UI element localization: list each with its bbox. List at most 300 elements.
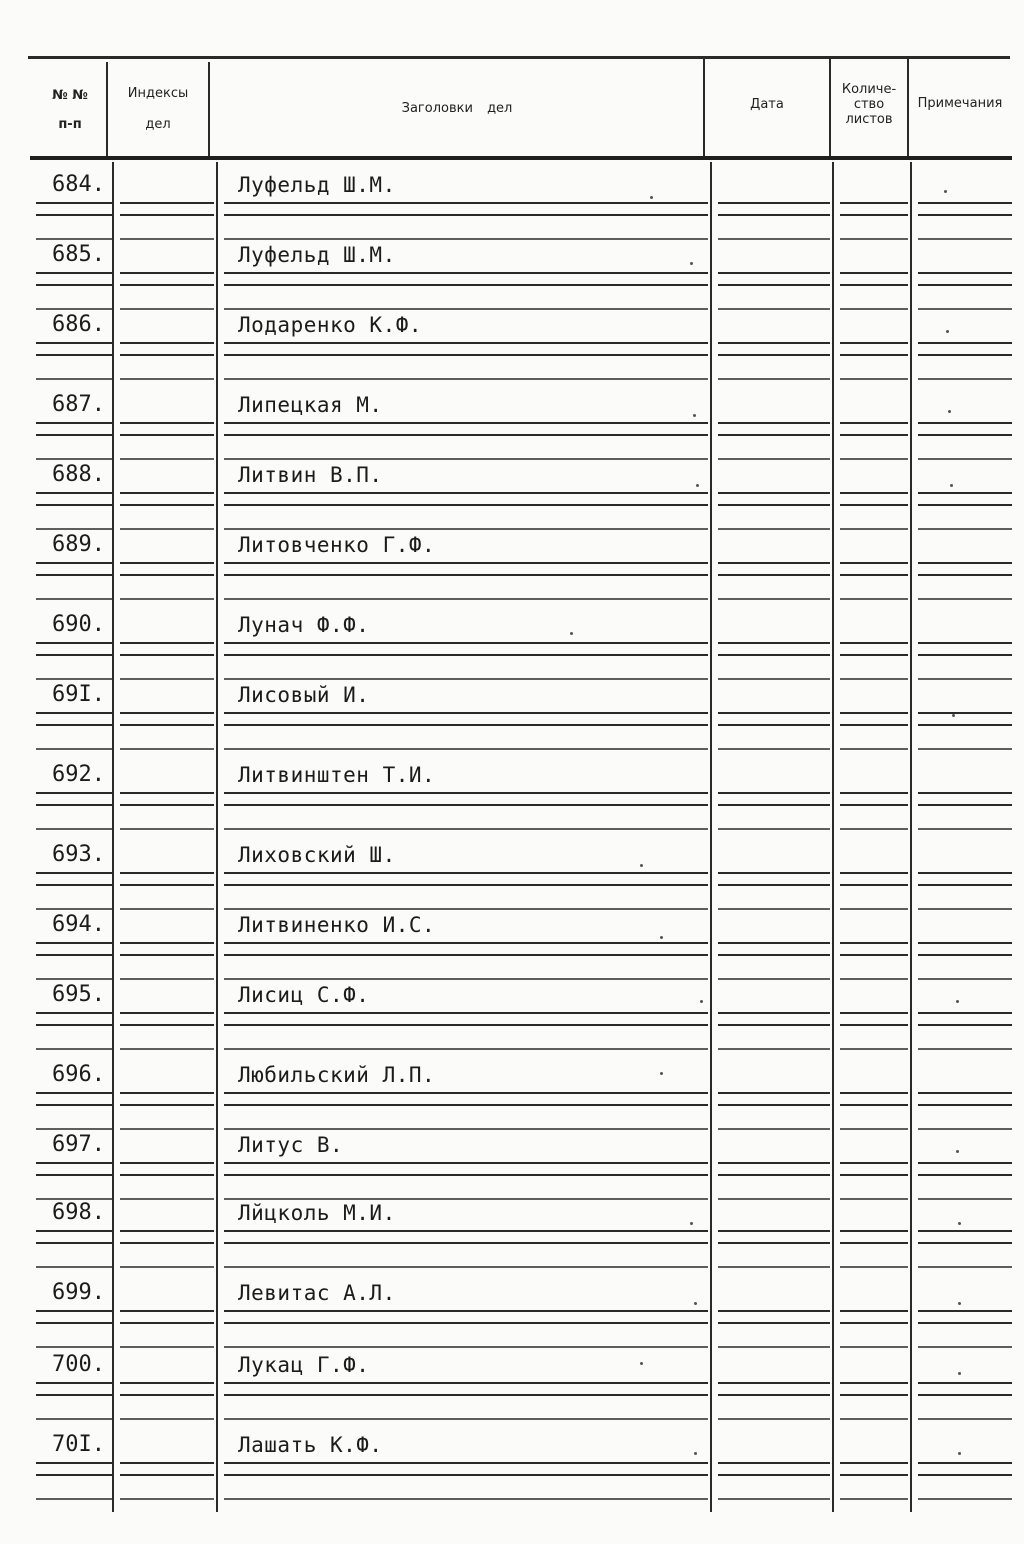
entry-title: Литовченко Г.Ф. xyxy=(238,533,436,557)
ruling-line xyxy=(918,654,1012,656)
ruling-line xyxy=(718,748,830,750)
ruling-line xyxy=(918,1498,1012,1500)
ruling-line xyxy=(718,872,830,874)
ruling-line xyxy=(36,1162,112,1164)
entry-number: 695. xyxy=(52,982,105,1007)
ruling-line xyxy=(918,1418,1012,1420)
ruling-line xyxy=(718,458,830,460)
ruling-line xyxy=(224,1498,708,1500)
ruling-line xyxy=(718,1346,830,1348)
header-divider xyxy=(106,62,108,156)
entry-number: 685. xyxy=(52,242,105,267)
entry-number: 694. xyxy=(52,912,105,937)
ruling-line xyxy=(120,884,214,886)
ruling-line xyxy=(718,792,830,794)
ruling-line xyxy=(120,712,214,714)
ruling-line xyxy=(718,724,830,726)
ruling-line xyxy=(36,342,112,344)
ruling-line xyxy=(918,1474,1012,1476)
ruling-line xyxy=(224,492,708,494)
entry-number: 699. xyxy=(52,1280,105,1305)
ruling-line xyxy=(36,1462,112,1464)
ruling-line xyxy=(224,1048,708,1050)
ruling-line xyxy=(840,214,908,216)
ruling-line xyxy=(718,238,830,240)
ruling-line xyxy=(840,1242,908,1244)
table-top-rule xyxy=(28,56,1010,59)
scan-speck xyxy=(958,1452,961,1455)
ruling-line xyxy=(224,1322,708,1324)
ruling-line xyxy=(224,828,708,830)
ruling-line xyxy=(918,598,1012,600)
ruling-line xyxy=(718,908,830,910)
ruling-line xyxy=(36,678,112,680)
ruling-line xyxy=(840,828,908,830)
ruling-line xyxy=(840,378,908,380)
ruling-line xyxy=(224,872,708,874)
ruling-line xyxy=(36,458,112,460)
ruling-line xyxy=(840,1012,908,1014)
ruling-line xyxy=(840,1394,908,1396)
ruling-line xyxy=(718,678,830,680)
ruling-line xyxy=(36,238,112,240)
entry-title: Левитас А.Л. xyxy=(238,1281,396,1305)
ruling-line xyxy=(918,828,1012,830)
ruling-line xyxy=(224,1230,708,1232)
ruling-line xyxy=(840,1474,908,1476)
ruling-line xyxy=(718,1474,830,1476)
ruling-line xyxy=(718,1024,830,1026)
scan-speck xyxy=(693,414,696,417)
ruling-line xyxy=(36,1242,112,1244)
ruling-line xyxy=(224,1162,708,1164)
ruling-line xyxy=(120,574,214,576)
ruling-line xyxy=(840,284,908,286)
ruling-line xyxy=(840,1266,908,1268)
scan-speck xyxy=(958,1222,961,1225)
ruling-line xyxy=(718,954,830,956)
ruling-line xyxy=(120,654,214,656)
ruling-line xyxy=(224,1462,708,1464)
ruling-line xyxy=(36,1174,112,1176)
ruling-line xyxy=(718,978,830,980)
ruling-line xyxy=(918,942,1012,944)
ruling-line xyxy=(120,214,214,216)
ruling-line xyxy=(718,492,830,494)
scan-speck xyxy=(640,1362,643,1365)
ruling-line xyxy=(120,1310,214,1312)
ruling-line xyxy=(120,1394,214,1396)
ruling-line xyxy=(918,308,1012,310)
ruling-line xyxy=(718,528,830,530)
header-title: Заголовки дел xyxy=(401,101,513,116)
ruling-line xyxy=(718,942,830,944)
ruling-line xyxy=(918,1162,1012,1164)
ruling-line xyxy=(224,1418,708,1420)
ruling-line xyxy=(918,1310,1012,1312)
ruling-line xyxy=(840,712,908,714)
ruling-line xyxy=(224,954,708,956)
ruling-line xyxy=(224,942,708,944)
ruling-line xyxy=(718,202,830,204)
ruling-line xyxy=(36,1346,112,1348)
entry-title: Лисовый И. xyxy=(238,683,370,707)
ruling-line xyxy=(918,954,1012,956)
ruling-line xyxy=(840,942,908,944)
ruling-line xyxy=(718,1322,830,1324)
ruling-line xyxy=(718,1174,830,1176)
ruling-line xyxy=(718,422,830,424)
ruling-line xyxy=(718,1230,830,1232)
ruling-line xyxy=(718,598,830,600)
ruling-line xyxy=(36,1394,112,1396)
ruling-line xyxy=(840,1024,908,1026)
ruling-line xyxy=(918,528,1012,530)
ruling-line xyxy=(918,1346,1012,1348)
scan-speck xyxy=(690,1222,693,1225)
entry-title: Лукац Г.Ф. xyxy=(238,1353,370,1377)
ruling-line xyxy=(120,642,214,644)
ruling-line xyxy=(918,492,1012,494)
header-notes: Примечания xyxy=(917,96,1003,111)
ruling-line xyxy=(224,724,708,726)
ruling-line xyxy=(224,272,708,274)
entry-number: 684. xyxy=(52,172,105,197)
ruling-line xyxy=(840,792,908,794)
ruling-line xyxy=(918,678,1012,680)
ruling-line xyxy=(718,828,830,830)
column-divider xyxy=(710,162,712,1512)
ruling-line xyxy=(918,1128,1012,1130)
scan-speck xyxy=(958,1372,961,1375)
ruling-line xyxy=(224,458,708,460)
entry-number: 687. xyxy=(52,392,105,417)
ruling-line xyxy=(224,1242,708,1244)
ruling-line xyxy=(224,1394,708,1396)
ruling-line xyxy=(918,342,1012,344)
ruling-line xyxy=(120,804,214,806)
ruling-line xyxy=(718,804,830,806)
ruling-line xyxy=(918,724,1012,726)
ruling-line xyxy=(120,378,214,380)
header-divider xyxy=(208,62,210,156)
ruling-line xyxy=(36,1092,112,1094)
ruling-line xyxy=(120,528,214,530)
ruling-line xyxy=(120,238,214,240)
ruling-line xyxy=(224,528,708,530)
ruling-line xyxy=(840,492,908,494)
ruling-line xyxy=(718,354,830,356)
ruling-line xyxy=(36,1266,112,1268)
ruling-line xyxy=(718,1012,830,1014)
ruling-line xyxy=(36,434,112,436)
ruling-line xyxy=(718,1048,830,1050)
ruling-line xyxy=(36,942,112,944)
ruling-line xyxy=(120,1346,214,1348)
entry-number: 686. xyxy=(52,312,105,337)
ruling-line xyxy=(36,654,112,656)
ruling-line xyxy=(718,884,830,886)
ruling-line xyxy=(840,1174,908,1176)
ruling-line xyxy=(224,1092,708,1094)
ruling-line xyxy=(36,214,112,216)
ruling-line xyxy=(224,1012,708,1014)
ruling-line xyxy=(918,1198,1012,1200)
ruling-line xyxy=(718,1242,830,1244)
ruling-line xyxy=(120,1092,214,1094)
ruling-line xyxy=(718,1266,830,1268)
ruling-line xyxy=(36,378,112,380)
ruling-line xyxy=(36,1024,112,1026)
ruling-line xyxy=(36,954,112,956)
entry-title: Луфельд Ш.М. xyxy=(238,243,396,267)
ruling-line xyxy=(840,308,908,310)
ruling-line xyxy=(36,908,112,910)
column-divider xyxy=(832,162,834,1512)
ruling-line xyxy=(224,308,708,310)
ruling-line xyxy=(918,1230,1012,1232)
entry-title: Лйцколь М.И. xyxy=(238,1201,396,1225)
entry-title: Лиховский Ш. xyxy=(238,843,396,867)
ruling-line xyxy=(120,678,214,680)
ruling-line xyxy=(918,434,1012,436)
ruling-line xyxy=(224,574,708,576)
ruling-line xyxy=(840,1310,908,1312)
ruling-line xyxy=(120,354,214,356)
ruling-line xyxy=(120,1474,214,1476)
scan-speck xyxy=(694,1302,697,1305)
ruling-line xyxy=(718,1092,830,1094)
ruling-line xyxy=(918,574,1012,576)
ruling-line xyxy=(224,1346,708,1348)
ruling-line xyxy=(36,1310,112,1312)
ruling-line xyxy=(224,642,708,644)
ruling-line xyxy=(918,1322,1012,1324)
ruling-line xyxy=(36,1474,112,1476)
scan-speck xyxy=(570,632,573,635)
ruling-line xyxy=(918,214,1012,216)
ruling-line xyxy=(718,214,830,216)
ruling-line xyxy=(36,724,112,726)
ruling-line xyxy=(36,354,112,356)
ruling-line xyxy=(840,272,908,274)
ruling-line xyxy=(224,598,708,600)
ruling-line xyxy=(840,354,908,356)
ruling-line xyxy=(918,1092,1012,1094)
ruling-line xyxy=(918,1242,1012,1244)
entry-number: 688. xyxy=(52,462,105,487)
ruling-line xyxy=(224,354,708,356)
ruling-line xyxy=(840,1382,908,1384)
ruling-line xyxy=(840,678,908,680)
ruling-line xyxy=(224,1174,708,1176)
ruling-line xyxy=(840,954,908,956)
scan-speck xyxy=(650,196,653,199)
ruling-line xyxy=(36,1012,112,1014)
ruling-line xyxy=(120,828,214,830)
ruling-line xyxy=(840,978,908,980)
ruling-line xyxy=(36,712,112,714)
ruling-line xyxy=(120,284,214,286)
ruling-line xyxy=(918,284,1012,286)
scan-speck xyxy=(640,864,643,867)
scan-speck xyxy=(690,262,693,265)
ruling-line xyxy=(120,1174,214,1176)
ruling-line xyxy=(224,1310,708,1312)
scan-speck xyxy=(660,936,663,939)
entry-number: 698. xyxy=(52,1200,105,1225)
ruling-line xyxy=(36,828,112,830)
ruling-line xyxy=(120,1048,214,1050)
ruling-line xyxy=(36,642,112,644)
ruling-line xyxy=(918,422,1012,424)
ruling-line xyxy=(36,422,112,424)
ruling-line xyxy=(120,308,214,310)
ruling-line xyxy=(718,574,830,576)
entry-number: 70I. xyxy=(52,1432,105,1457)
ruling-line xyxy=(36,748,112,750)
entry-number: 69I. xyxy=(52,682,105,707)
ruling-line xyxy=(718,1418,830,1420)
ruling-line xyxy=(120,492,214,494)
ruling-line xyxy=(718,308,830,310)
ruling-line xyxy=(840,884,908,886)
header-divider xyxy=(907,58,909,156)
ruling-line xyxy=(224,1024,708,1026)
ruling-line xyxy=(718,1162,830,1164)
ruling-line xyxy=(36,978,112,980)
ruling-line xyxy=(840,642,908,644)
ruling-line xyxy=(120,942,214,944)
ruling-line xyxy=(918,642,1012,644)
ruling-line xyxy=(120,562,214,564)
ruling-line xyxy=(918,1394,1012,1396)
ruling-line xyxy=(120,1024,214,1026)
ruling-line xyxy=(224,434,708,436)
ruling-line xyxy=(718,1382,830,1384)
ruling-line xyxy=(36,872,112,874)
column-divider xyxy=(216,162,218,1512)
header-index: Индексы дел xyxy=(127,86,189,132)
ruling-line xyxy=(224,978,708,980)
ruling-line xyxy=(36,492,112,494)
header-sheet-count: Количе- ство листов xyxy=(841,82,897,127)
ruling-line xyxy=(224,1128,708,1130)
ruling-line xyxy=(840,342,908,344)
ruling-line xyxy=(918,1012,1012,1014)
ruling-line xyxy=(918,238,1012,240)
ruling-line xyxy=(224,804,708,806)
ruling-line xyxy=(36,1048,112,1050)
entry-number: 693. xyxy=(52,842,105,867)
ruling-line xyxy=(840,598,908,600)
ruling-line xyxy=(918,272,1012,274)
ruling-line xyxy=(120,1104,214,1106)
entry-title: Лунач Ф.Ф. xyxy=(238,613,370,637)
ruling-line xyxy=(224,562,708,564)
ruling-line xyxy=(840,562,908,564)
ruling-line xyxy=(718,1198,830,1200)
ruling-line xyxy=(718,1394,830,1396)
ruling-line xyxy=(840,804,908,806)
ruling-line xyxy=(224,214,708,216)
ruling-line xyxy=(918,1104,1012,1106)
ruling-line xyxy=(224,748,708,750)
ruling-line xyxy=(840,434,908,436)
ruling-line xyxy=(36,1382,112,1384)
ruling-line xyxy=(120,1266,214,1268)
ruling-line xyxy=(840,872,908,874)
ruling-line xyxy=(120,272,214,274)
ruling-line xyxy=(840,202,908,204)
ruling-line xyxy=(918,978,1012,980)
scan-speck xyxy=(950,484,953,487)
ruling-line xyxy=(36,562,112,564)
scan-speck xyxy=(696,484,699,487)
ruling-line xyxy=(840,654,908,656)
ruling-line xyxy=(36,1322,112,1324)
ruling-line xyxy=(120,1012,214,1014)
ruling-line xyxy=(36,1128,112,1130)
ruling-line xyxy=(918,884,1012,886)
entry-title: Литвиненко И.С. xyxy=(238,913,436,937)
ruling-line xyxy=(840,238,908,240)
ruling-line xyxy=(36,804,112,806)
ruling-line xyxy=(718,284,830,286)
ruling-line xyxy=(224,1382,708,1384)
ruling-line xyxy=(120,872,214,874)
column-divider xyxy=(910,162,912,1512)
ruling-line xyxy=(224,1266,708,1268)
ruling-line xyxy=(224,202,708,204)
ruling-line xyxy=(120,978,214,980)
header-divider xyxy=(703,58,705,156)
ruling-line xyxy=(840,908,908,910)
ruling-line xyxy=(840,1418,908,1420)
scan-speck xyxy=(660,1072,663,1075)
ruling-line xyxy=(718,642,830,644)
scan-speck xyxy=(958,1302,961,1305)
ruling-line xyxy=(36,598,112,600)
ruling-line xyxy=(224,378,708,380)
ruling-line xyxy=(918,1382,1012,1384)
entry-title: Любильский Л.П. xyxy=(238,1063,436,1087)
ruling-line xyxy=(120,748,214,750)
entry-title: Лодаренко К.Ф. xyxy=(238,313,423,337)
ruling-line xyxy=(120,1462,214,1464)
entry-title: Лисиц С.Ф. xyxy=(238,983,370,1007)
scan-speck xyxy=(700,1000,703,1003)
ruling-line xyxy=(120,954,214,956)
ruling-line xyxy=(120,1418,214,1420)
entry-title: Литвинштен Т.И. xyxy=(238,763,436,787)
ruling-line xyxy=(224,342,708,344)
ruling-line xyxy=(120,504,214,506)
ruling-line xyxy=(718,1462,830,1464)
scan-speck xyxy=(694,1452,697,1455)
ruling-line xyxy=(840,1322,908,1324)
ruling-line xyxy=(718,562,830,564)
ruling-line xyxy=(224,654,708,656)
ruling-line xyxy=(120,1162,214,1164)
ruling-line xyxy=(918,1174,1012,1176)
ruling-line xyxy=(718,712,830,714)
ruling-line xyxy=(224,884,708,886)
ruling-line xyxy=(120,1198,214,1200)
ruling-line xyxy=(224,422,708,424)
ruling-line xyxy=(918,908,1012,910)
entry-title: Луфельд Ш.М. xyxy=(238,173,396,197)
